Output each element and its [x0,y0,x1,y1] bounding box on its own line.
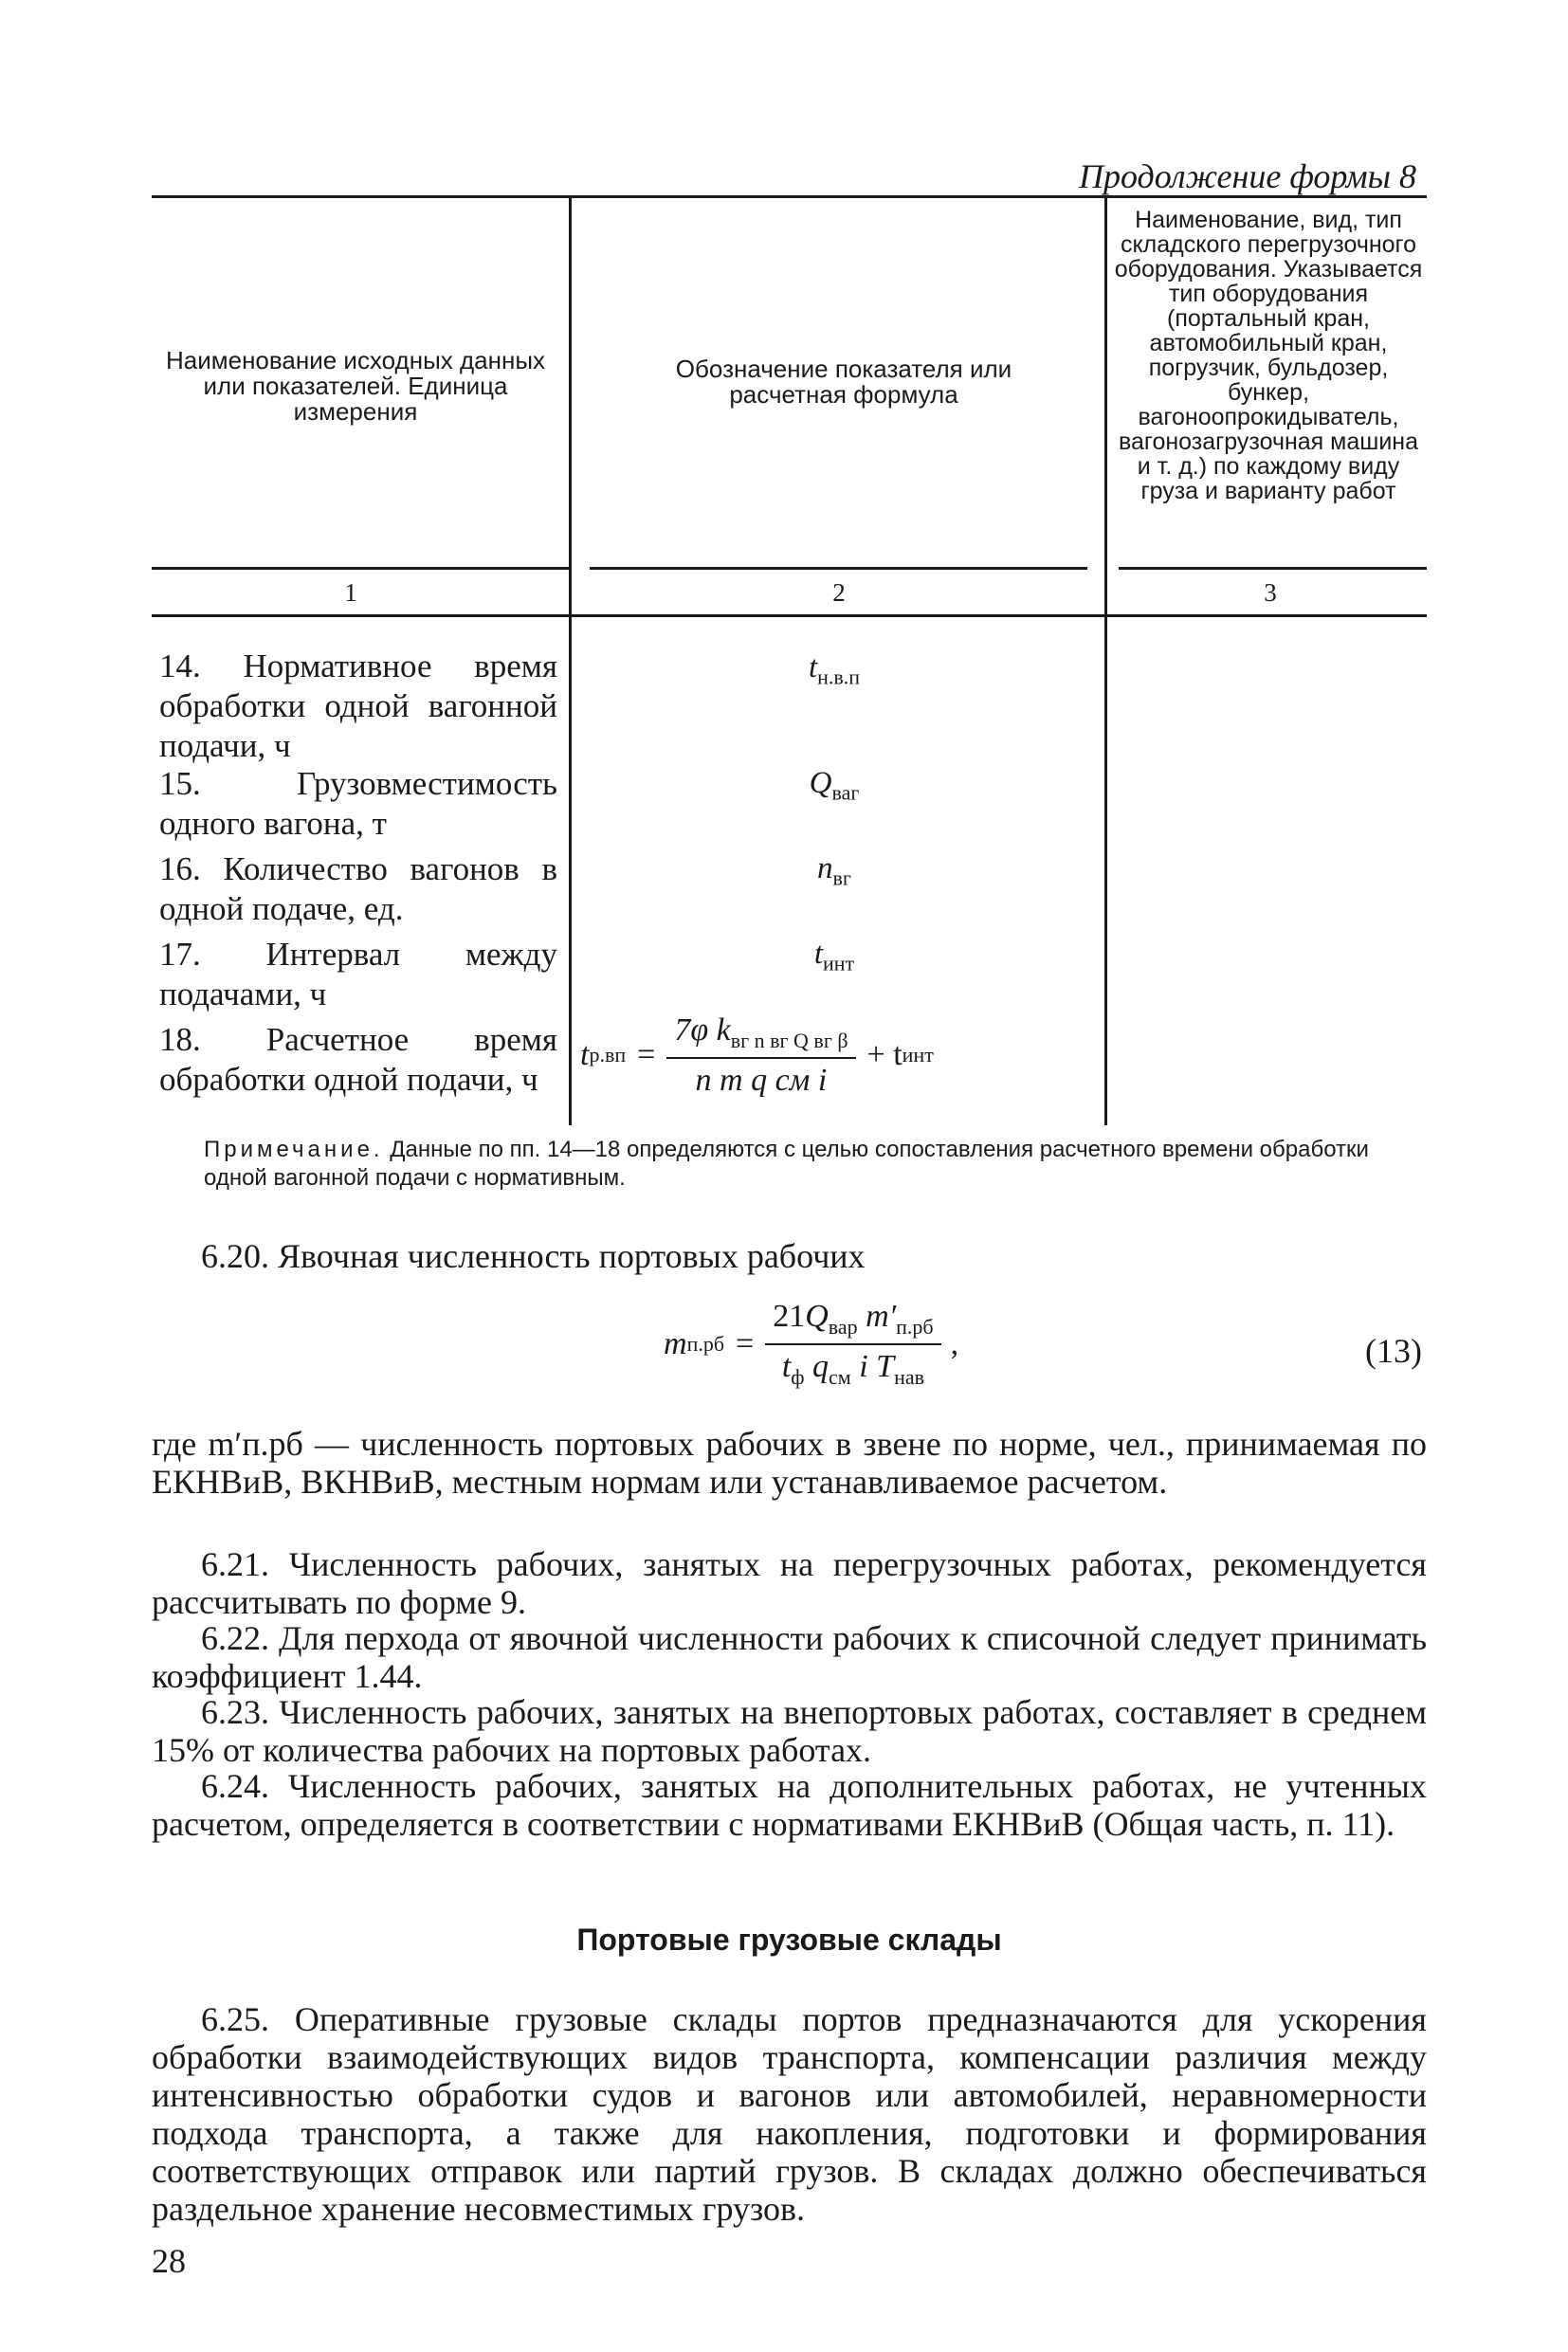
paragraph-6-25: 6.25. Оперативные грузовые склады портов предназначаются для ускорения обработки взаимодействующих видов транспорта, компенсации различия между интенсивностью обработки судов и вагонов или автомобилей, неравномерности подхода транспорта, а также для накопления, подготовки и формирования соответствующих отправок или партий грузов. В складах должно обеспечиваться раздельное хранение несовместимых грузов. [152,2000,1427,2228]
paragraph-6-24: 6.24. Численность рабочих, занятых на дополнительных работах, не учтенных расчетом, определяется в соответствии с нормативами ЕКНВиВ (Общая часть, п. 11). [152,1767,1427,1843]
header-col2: Обозначение показателя или расчетная формула [675,355,1012,409]
table-row-16-symbol: $n_{вг}$ [817,851,851,890]
paragraph-6-22: 6.22. Для перхода от явочной численности рабочих к списочной следует принимать коэффициент 1.44. [152,1619,1427,1695]
table-row-16-name: 16. Количество вагонов в одной подаче, ед. [159,850,557,927]
table-row-14-symbol: $t_{н.в.п}$ [808,650,861,689]
header-bottom-rule-col3 [1119,567,1427,570]
header-bottom-rule-col2 [590,567,1087,570]
header-bottom-rule-col1 [152,567,569,570]
page-number: 28 [152,2242,186,2280]
header-col3: Наименование, вид, тип складского перегрузочного оборудования. Указывается тип оборудования (портальный кран, автомобильный кран, погрузчик, бульдозер, бункер, вагоноопрокидыватель, вагонозагрузочная машина и т. д.) по каждому виду груза и варианту работ [1114,207,1423,504]
table-note [204,1136,1427,1193]
colnum-bottom-rule [152,614,1427,617]
header-col1: Наименование исходных данных или показателей. Единица измерения [165,346,546,426]
formula-13: m п.рб = $\frac{21Q_{вар} m'_{п.рб}}{t_ф q_{см} i T_{нав}}$ , [664,1299,959,1389]
table-row-14-name: 14. Нормативное время обработки одной вагонной подачи, ч [159,647,557,764]
table-row-15-name: 15. Грузовместимость одного вагона, т [159,765,557,842]
table-top-rule [152,195,1427,198]
paragraph-6-23: 6.23. Численность рабочих, занятых на внепортовых работах, составляет в среднем 15% от количества рабочих на портовых работах. [152,1693,1427,1769]
formula-13-number: (13) [1365,1332,1422,1370]
column-number-3: 3 [1264,578,1277,607]
column-number-2: 2 [832,578,846,607]
section-heading: Портовые грузовые склады [576,1923,1002,1957]
note-text: Данные по пп. 14—18 определяются с целью сопоставления расчетного времени обработки одной вагонной подачи с нормативным. [204,1137,1369,1191]
table-row-17-symbol: $t_{инт}$ [813,937,855,975]
form-continuation-label: Продолжение формы 8 [1078,157,1416,195]
paragraph-6-21: 6.21. Численность рабочих, занятых на перегрузочных работах, рекомендуется рассчитывать по форме 9. [152,1545,1427,1621]
paragraph-6-20: 6.20. Явочная численность портовых рабочих [201,1237,866,1275]
table-divider-1 [569,198,572,1125]
table-row-15-symbol: $Q_{ваг}$ [809,766,860,805]
table-row-18-formula: t р.вп = $\frac{7\varphi k_{вг n вг Q вг \beta}}{\text{n т q см i}}$ + t инт [580,1012,934,1098]
table-row-17-name: 17. Интервал между подачами, ч [159,936,557,1012]
formula-13-where: где m′п.рб — численность портовых рабочих в звене по норме, чел., принимаемая по ЕКНВиВ, ВКНВиВ, местным нормам или устанавливаемое расчетом. [152,1425,1427,1501]
table-row-18-name: 18. Расчетное время обработки одной подачи, ч [159,1021,557,1098]
table-divider-2 [1104,198,1107,1125]
note-label: Примечание. [204,1137,384,1162]
column-number-1: 1 [344,578,357,607]
